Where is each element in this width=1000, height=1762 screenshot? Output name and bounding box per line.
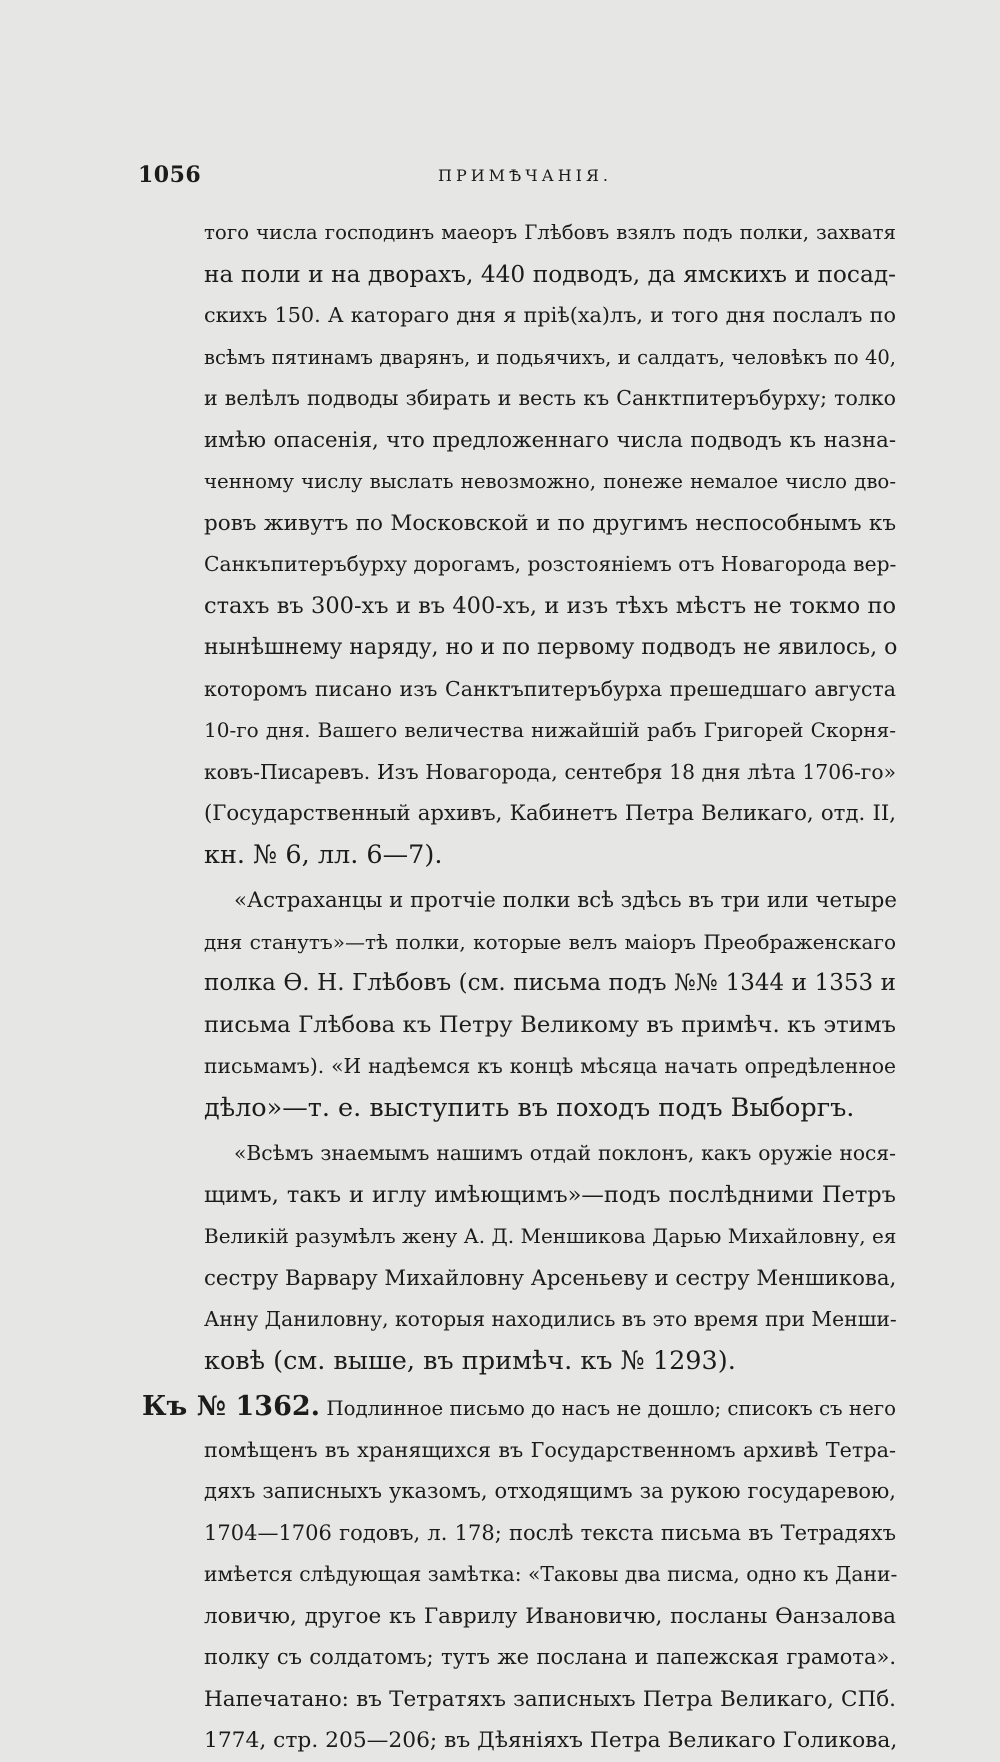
- text-line: сестру Варвару Михайловну Арсеньеву и сестру Меншикова,: [204, 1265, 897, 1291]
- text-line: 1774, стр. 205—206; въ Дѣянiяхъ Петра Великаго Голикова,: [204, 1728, 898, 1753]
- text-line: имѣется слѣдующая замѣтка: «Таковы два писма, одно къ Дани-: [204, 1562, 898, 1586]
- text-line: стахъ въ 300-хъ и въ 400-хъ, и изъ тѣхъ мѣстъ не токмо по: [204, 592, 896, 619]
- text-line: письмамъ). «И надѣемся къ концѣ мѣсяца начать опредѣленное: [204, 1054, 896, 1078]
- note-label: Къ № 1362.: [142, 1391, 321, 1422]
- running-title: ПРИМѢЧАНІЯ.: [438, 166, 613, 185]
- text-line: на поли и на дворахъ, 440 подводъ, да ямскихъ и посад-: [204, 260, 896, 288]
- paragraph: [204, 212, 896, 876]
- text-line: имѣю опасенiя, что предложеннаго числа подводъ къ назна-: [204, 427, 896, 453]
- text-line: «Астраханцы и протчiе полки всѣ здѣсь въ три или четыре: [234, 888, 897, 913]
- page-number: 1056: [138, 162, 202, 188]
- text-line: ковѣ (см. выше, въ примѣч. къ № 1293).: [204, 1345, 736, 1376]
- text-line: помѣщенъ въ хранящихся въ Государственномъ архивѣ Тетра-: [204, 1437, 896, 1462]
- text-line: Анну Даниловну, которыя находились въ это время при Менши-: [204, 1307, 897, 1331]
- text-line: того числа господинъ маеоръ Глѣбовъ взялъ подъ полки, захватя: [204, 221, 896, 244]
- text-line: всѣмъ пятинамъ дварянъ, и подьячихъ, и салдатъ, человѣкъ по 40,: [204, 345, 896, 369]
- text-line: «Всѣмъ знаемымъ нашимъ отдай поклонъ, какъ оружiе нося-: [234, 1141, 896, 1165]
- text-line: ровъ живутъ по Московской и по другимъ неспособнымъ къ: [204, 510, 896, 536]
- text-line: 10-го дня. Вашего величества нижайшiй рабъ Григорей Скорня-: [204, 718, 896, 742]
- text-line: и велѣлъ подводы збирать и весть къ Санктпитеръбурху; толко: [204, 386, 896, 410]
- text-line: дяхъ записныхъ указомъ, отходящимъ за рукою государевою,: [204, 1479, 896, 1503]
- text-line: дня станутъ»—тѣ полки, которые велъ маiоръ Преображенскаго: [204, 929, 896, 954]
- text-line: нынѣшнему наряду, но и по первому подводъ не явилось, о: [204, 635, 898, 660]
- paragraph: [204, 880, 896, 1129]
- text-line: письма Глѣбова къ Петру Великому въ примѣч. къ этимъ: [204, 1011, 896, 1038]
- paragraph: [204, 1133, 896, 1382]
- text-line: которомъ писано изъ Санктъпитеръбурха прешедшаго августа: [204, 676, 896, 701]
- text-line: полка Ѳ. Н. Глѣбовъ (см. письма подъ №№ 1344 и 1353 и: [204, 970, 896, 996]
- page-header: [138, 162, 898, 192]
- text-line: 1704—1706 годовъ, л. 178; послѣ текста письма въ Тетрадяхъ: [204, 1520, 896, 1545]
- text-line: (Государственный архивъ, Кабинетъ Петра Великаго, отд. II,: [204, 801, 896, 826]
- note-first-line: [142, 1386, 896, 1430]
- text-line: ченному числу выслать невозможно, понеже немалое число дво-: [204, 470, 896, 493]
- text-line: полку съ солдатомъ; тутъ же послана и папежская грамота».: [204, 1645, 896, 1669]
- text-line: дѣло»—т. е. выступить въ походъ подъ Выборгъ.: [204, 1092, 855, 1123]
- text-line: ловичю, другое къ Гаврилу Ивановичю, посланы Ѳанзалова: [204, 1603, 896, 1629]
- body-text: [142, 212, 898, 1762]
- note-paragraph: [142, 1386, 898, 1762]
- text-line: кн. № 6, лл. 6—7).: [204, 839, 443, 870]
- text-line: Великiй разумѣлъ жену А. Д. Меншикова Дарью Михайловну, ея: [204, 1224, 897, 1248]
- text-line: щимъ, такъ и иглу имѣющимъ»—подъ послѣдними Петръ: [204, 1181, 896, 1208]
- text-line: ковъ-Писаревъ. Изъ Новагорода, сентебря 18 дня лѣта 1706-го»: [204, 759, 896, 784]
- text-line: Напечатано: въ Тетратяхъ записныхъ Петра Великаго, СПб.: [204, 1686, 896, 1712]
- text-line: скихъ 150. А катораго дня я прiѣ(ха)лъ, и того дня послалъ по: [204, 303, 896, 327]
- text-line: Санкъпитеръбурху дорогамъ, розстоянiемъ отъ Новагорода вер-: [204, 552, 897, 576]
- note-first-line-text: Подлинное письмо до насъ не дошло; списокъ съ него: [326, 1397, 896, 1420]
